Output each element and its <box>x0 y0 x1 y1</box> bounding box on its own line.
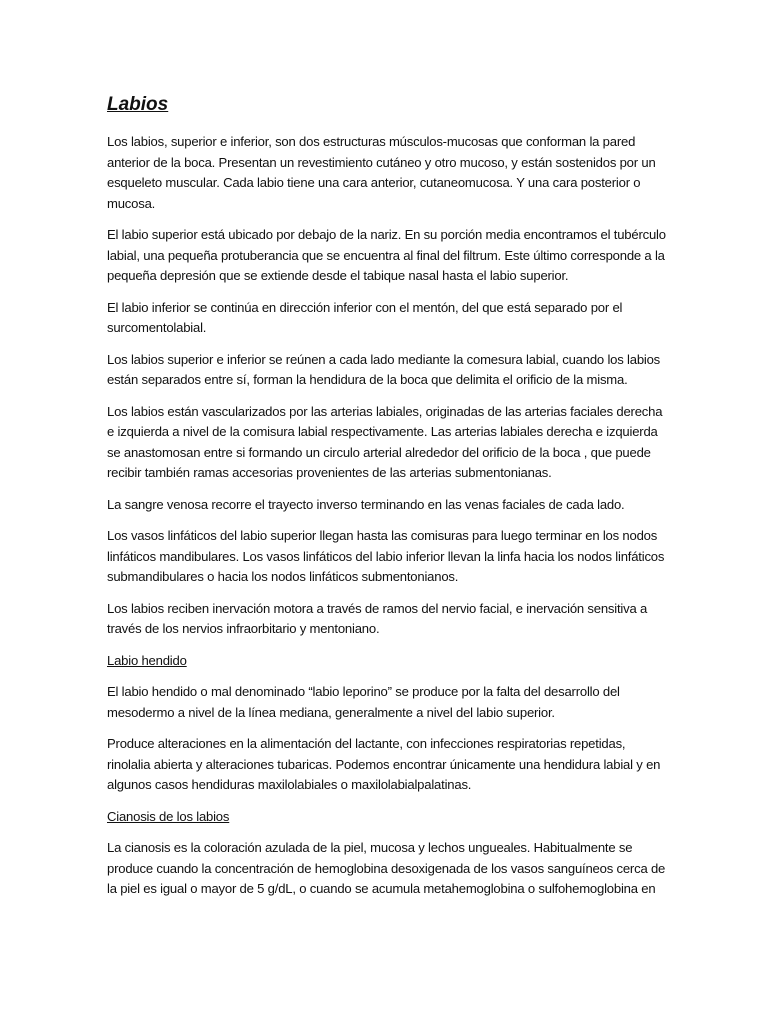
paragraph-sangre-venosa: La sangre venosa recorre el trayecto inverso terminando en las venas faciales de cada lado. <box>107 496 625 512</box>
paragraph-labio-superior: El labio superior está ubicado por debajo de la nariz. En su porción media encontramos el tubérculo labial, una pequeña protuberancia que se encuentra al final del filtrum. Este último corresponde a la pequeña depresión que se extiende desde el tabique nasal hasta el labio superior. <box>107 227 666 283</box>
paragraph-inervacion: Los labios reciben inervación motora a través de ramos del nervio facial, e inervación sensitiva a través de los nervios infraorbitario y mentoniano. <box>107 600 648 636</box>
paragraph-labio-inferior: El labio inferior se continúa en dirección inferior con el mentón, del que está separado por el surcomentolabial. <box>107 299 623 335</box>
paragraph-cianosis-1: La cianosis es la coloración azulada de la piel, mucosa y lechos ungueales. Habitualmente se produce cuando la concentración de hemoglobina desoxigenada de los vasos sanguíneos cerca de la piel es igual o mayor de 5 g/dL, o cuando se acumula metahemoglobina o sulfohemoglobina en <box>107 840 666 896</box>
document-title: Labios <box>107 94 169 115</box>
paragraph-vascularizacion: Los labios están vascularizados por las arterias labiales, originadas de las arterias faciales derecha e izquierda a nivel de la comisura labial respectivamente. Las arterias labiales derecha e izquierda se anastomosan entre si formando un circulo arterial alrededor del orificio de la boca , que puede recibir también ramas accesorias provenientes de las arterias submentonianas. <box>107 403 663 480</box>
heading-cianosis: Cianosis de los labios <box>107 808 230 824</box>
heading-labio-hendido: Labio hendido <box>107 652 187 668</box>
paragraph-intro: Los labios, superior e inferior, son dos estructuras músculos-mucosas que conforman la pared anterior de la boca. Presentan un revestimiento cutáneo y otro mucoso, y están sostenidos por un esqueleto muscular. Cada labio tiene una cara anterior, cutaneomucosa. Y una cara posterior o mucosa. <box>107 134 656 211</box>
paragraph-comisura: Los labios superior e inferior se reúnen a cada lado mediante la comesura labial, cuando los labios están separados entre sí, forman la hendidura de la boca que delimita el orificio de la misma. <box>107 351 661 387</box>
paragraph-labio-hendido-1: El labio hendido o mal denominado “labio leporino” se produce por la falta del desarrollo del mesodermo a nivel de la línea mediana, generalmente a nivel del labio superior. <box>107 684 620 720</box>
paragraph-labio-hendido-2: Produce alteraciones en la alimentación del lactante, con infecciones respiratorias repetidas, rinolalia abierta y alteraciones tubaricas. Podemos encontrar únicamente una hendidura labial y en algunos casos hendiduras maxilolabiales o maxilolabialpalatinas. <box>107 736 661 792</box>
paragraph-linfaticos: Los vasos linfáticos del labio superior llegan hasta las comisuras para luego terminar en los nodos linfáticos mandibulares. Los vasos linfáticos del labio inferior llevan la linfa hacia los nodos linfáticos submandibulares o hacia los nodos linfáticos submentonianos. <box>107 528 665 584</box>
